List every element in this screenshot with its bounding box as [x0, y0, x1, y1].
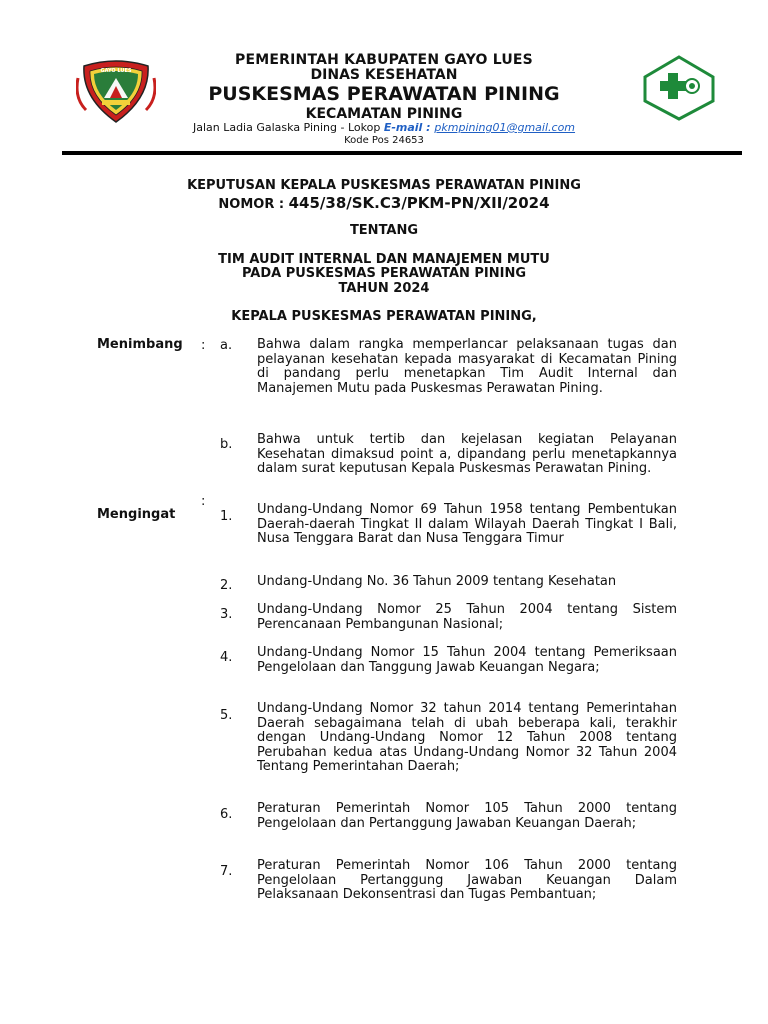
authority-heading: KEPALA PUSKESMAS PERAWATAN PINING,	[231, 309, 537, 324]
mengingat-6-text: Peraturan Pemerintah Nomor 105 Tahun 2000 tentang Pengelolaan dan Pertanggung Jawaban Keuangan Daerah;	[257, 801, 677, 831]
mengingat-4-mark: 4.	[220, 650, 233, 665]
letterhead-district: KECAMATAN PINING	[305, 106, 463, 122]
mengingat-label: Mengingat	[97, 507, 176, 522]
menimbang-b-mark: b.	[220, 437, 233, 452]
subject-line-2: PADA PUSKESMAS PERAWATAN PINING	[241, 266, 527, 281]
logo-text: GAYO LUES	[100, 68, 132, 74]
postal-code: Kode Pos 24653	[344, 135, 424, 146]
letterhead-institution: PUSKESMAS PERAWATAN PINING	[208, 83, 560, 105]
mengingat-2-text: Undang-Undang No. 36 Tahun 2009 tentang Kesehatan	[257, 574, 617, 589]
nomor-value: 445/38/SK.C3/PKM-PN/XII/2024	[288, 194, 550, 212]
email-label: E-mail :	[383, 121, 435, 134]
mengingat-6-mark: 6.	[220, 807, 233, 822]
menimbang-a-text: Bahwa dalam rangka memperlancar pelaksanaan tugas dan pelayanan kesehatan kepada masyarakat di Kecamatan Pining di pandang perlu menetapkan Tim Audit Internal dan Manajemen Mutu pada Puskesmas Perawatan Pining.	[257, 337, 677, 396]
menimbang-colon: :	[201, 338, 206, 353]
mengingat-7-mark: 7.	[220, 864, 233, 879]
tentang-heading: TENTANG	[349, 223, 419, 238]
menimbang-b-text: Bahwa untuk tertib dan kejelasan kegiatan Pelayanan Kesehatan dimaksud point a, dipandang perlu menetapkannya dalam surat keputusan Kepala Puskesmas Perawatan Pining.	[257, 432, 677, 476]
letterhead-department: DINAS KESEHATAN	[310, 67, 458, 83]
letterhead-government: PEMERINTAH KABUPATEN GAYO LUES	[235, 52, 533, 68]
email-link[interactable]: pkmpining01@gmail.com	[434, 121, 576, 134]
mengingat-5-mark: 5.	[220, 708, 233, 723]
mengingat-3-text: Undang-Undang Nomor 25 Tahun 2004 tentang Sistem Perencanaan Pembangunan Nasional;	[257, 602, 677, 632]
mengingat-colon: :	[201, 494, 206, 509]
decree-number	[0, 193, 768, 212]
letterhead-divider	[62, 151, 742, 155]
decree-title: KEPUTUSAN KEPALA PUSKESMAS PERAWATAN PINING	[187, 178, 581, 193]
mengingat-2-mark: 2.	[220, 578, 233, 593]
mengingat-5-text: Undang-Undang Nomor 32 tahun 2014 tentang Pemerintahan Daerah sebagaimana telah di ubah beberapa kali, terakhir dengan Undang-Undang Nomor 12 Tahun 2008 tentang Perubahan kedua atas Undang-Undang Nomor 32 Tahun 2004 Tentang Pemerintahan Daerah;	[257, 701, 677, 774]
mengingat-4-text: Undang-Undang Nomor 15 Tahun 2004 tentang Pemeriksaan Pengelolaan dan Tanggung Jawab Keuangan Negara;	[257, 645, 677, 675]
address-text: Jalan Ladia Galaska Pining - Lokop	[192, 121, 384, 134]
mengingat-1-mark: 1.	[220, 509, 233, 524]
menimbang-label: Menimbang	[97, 337, 183, 352]
mengingat-7-text: Peraturan Pemerintah Nomor 106 Tahun 2000 tentang Pengelolaan Pertanggung Jawaban Keuangan Dalam Pelaksanaan Dekonsentrasi dan Tugas Pembantuan;	[257, 858, 677, 902]
mengingat-1-text: Undang-Undang Nomor 69 Tahun 1958 tentang Pembentukan Daerah-daerah Tingkat II dalam Wilayah Daerah Tingkat I Bali, Nusa Tenggara Barat dan Nusa Tenggara Timur	[257, 502, 677, 546]
nomor-label: NOMOR :	[218, 197, 289, 212]
menimbang-a-mark: a.	[220, 338, 233, 353]
subject-line-3: TAHUN 2024	[338, 281, 430, 296]
mengingat-3-mark: 3.	[220, 607, 233, 622]
letterhead-address-line	[0, 121, 768, 134]
subject-line-1: TIM AUDIT INTERNAL DAN MANAJEMEN MUTU	[218, 252, 550, 267]
